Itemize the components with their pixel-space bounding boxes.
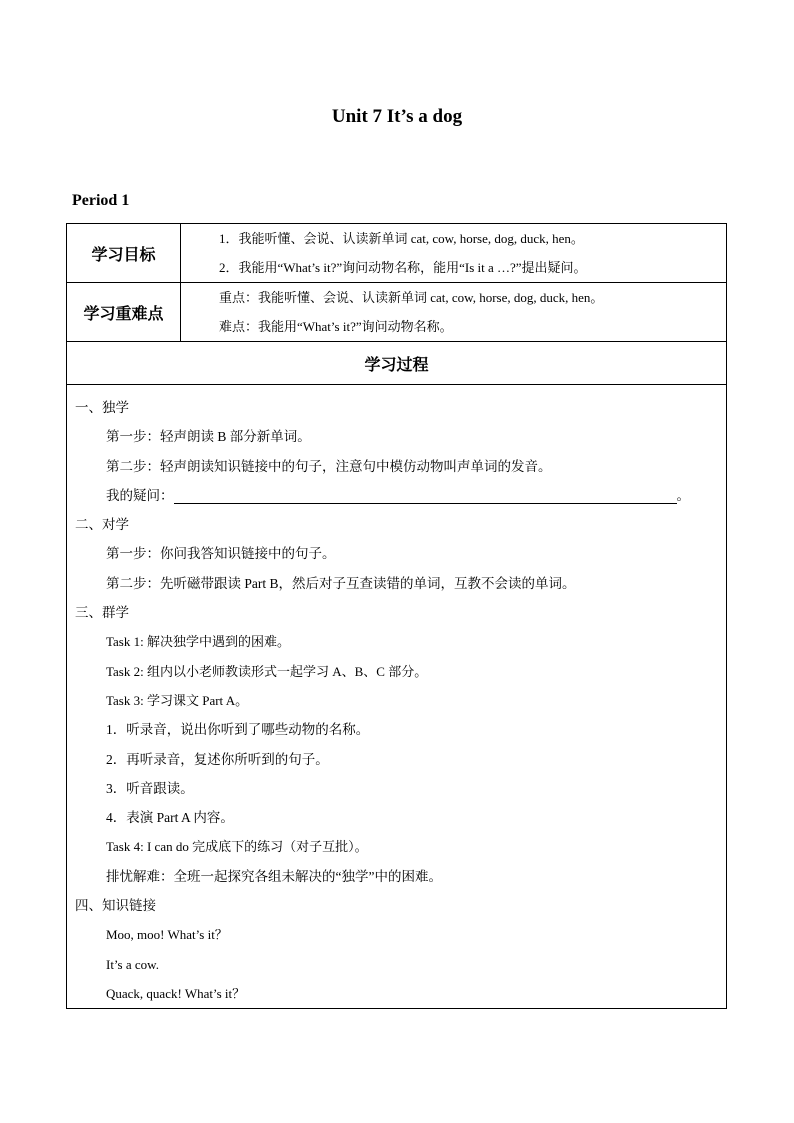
task-3-item-4: 4．表演 Part A 内容。	[106, 810, 234, 826]
knowledge-link-3: Quack, quack! What’s it？	[106, 985, 246, 1001]
goal-line-2: 2．我能用“What’s it?”询问动物名称，能用“Is it a …?”提出疑问。	[219, 260, 587, 275]
section-4-title: 四、知识链接	[75, 898, 156, 914]
section-3-title: 三、群学	[75, 605, 129, 621]
section-2-title: 二、对学	[75, 517, 129, 533]
knowledge-link-1: Moo, moo! What’s it？	[106, 927, 228, 943]
task-3: Task 3: 学习课文 Part A。	[106, 692, 249, 708]
section-2-step-2: 第二步：先听磁带跟读 Part B，然后对子互查读错的单词，互教不会读的单词。	[106, 575, 576, 591]
resolve-difficulties: 排忧解难：全班一起探究各组未解决的“独学”中的困难。	[106, 868, 442, 884]
goal-line-1: 1．我能听懂、会说、认读新单词 cat, cow, horse, dog, duck, hen。	[219, 231, 584, 246]
process-content	[67, 385, 727, 1009]
task-3-item-1: 1．听录音，说出你听到了哪些动物的名称。	[106, 722, 370, 738]
lesson-plan-table	[66, 223, 727, 1009]
goals-label: 学习目标	[67, 224, 181, 283]
document-title: Unit 7 It’s a dog	[331, 106, 463, 127]
task-2: Task 2: 组内以小老师教读形式一起学习 A、B、C 部分。	[106, 663, 428, 679]
section-1-title: 一、独学	[75, 400, 129, 415]
task-1: Task 1: 解决独学中遇到的困难。	[106, 634, 290, 650]
doubt-end: 。	[676, 487, 690, 503]
period-heading: Period 1	[72, 192, 130, 209]
doubt-label: 我的疑问：	[106, 487, 174, 503]
section-1-step-2: 第二步：轻声朗读知识链接中的句子，注意句中模仿动物叫声单词的发音。	[106, 458, 552, 474]
process-header: 学习过程	[67, 342, 727, 385]
section-2-step-1: 第一步：你问我答知识链接中的句子。	[106, 546, 336, 562]
goals-row	[67, 224, 727, 283]
key-points-content	[181, 283, 727, 342]
doubt-answer-line[interactable]	[174, 487, 677, 504]
task-3-item-3: 3．听音跟读。	[106, 780, 194, 796]
key-point-line-2: 难点：我能用“What’s it?”询问动物名称。	[219, 319, 453, 334]
section-1-step-1: 第一步：轻声朗读 B 部分新单词。	[106, 429, 311, 445]
goals-content	[181, 224, 727, 283]
task-4: Task 4: I can do 完成底下的练习（对子互批）。	[106, 839, 368, 855]
doubt-row	[67, 481, 726, 510]
key-point-line-1: 重点：我能听懂、会说、认读新单词 cat, cow, horse, dog, duck, hen。	[219, 290, 604, 305]
task-3-item-2: 2．再听录音，复述你所听到的句子。	[106, 751, 329, 767]
key-points-row	[67, 283, 727, 342]
process-row	[67, 385, 727, 1009]
process-header-row	[67, 342, 727, 385]
key-points-label: 学习重难点	[67, 283, 181, 342]
knowledge-link-2: It’s a cow.	[106, 956, 159, 972]
